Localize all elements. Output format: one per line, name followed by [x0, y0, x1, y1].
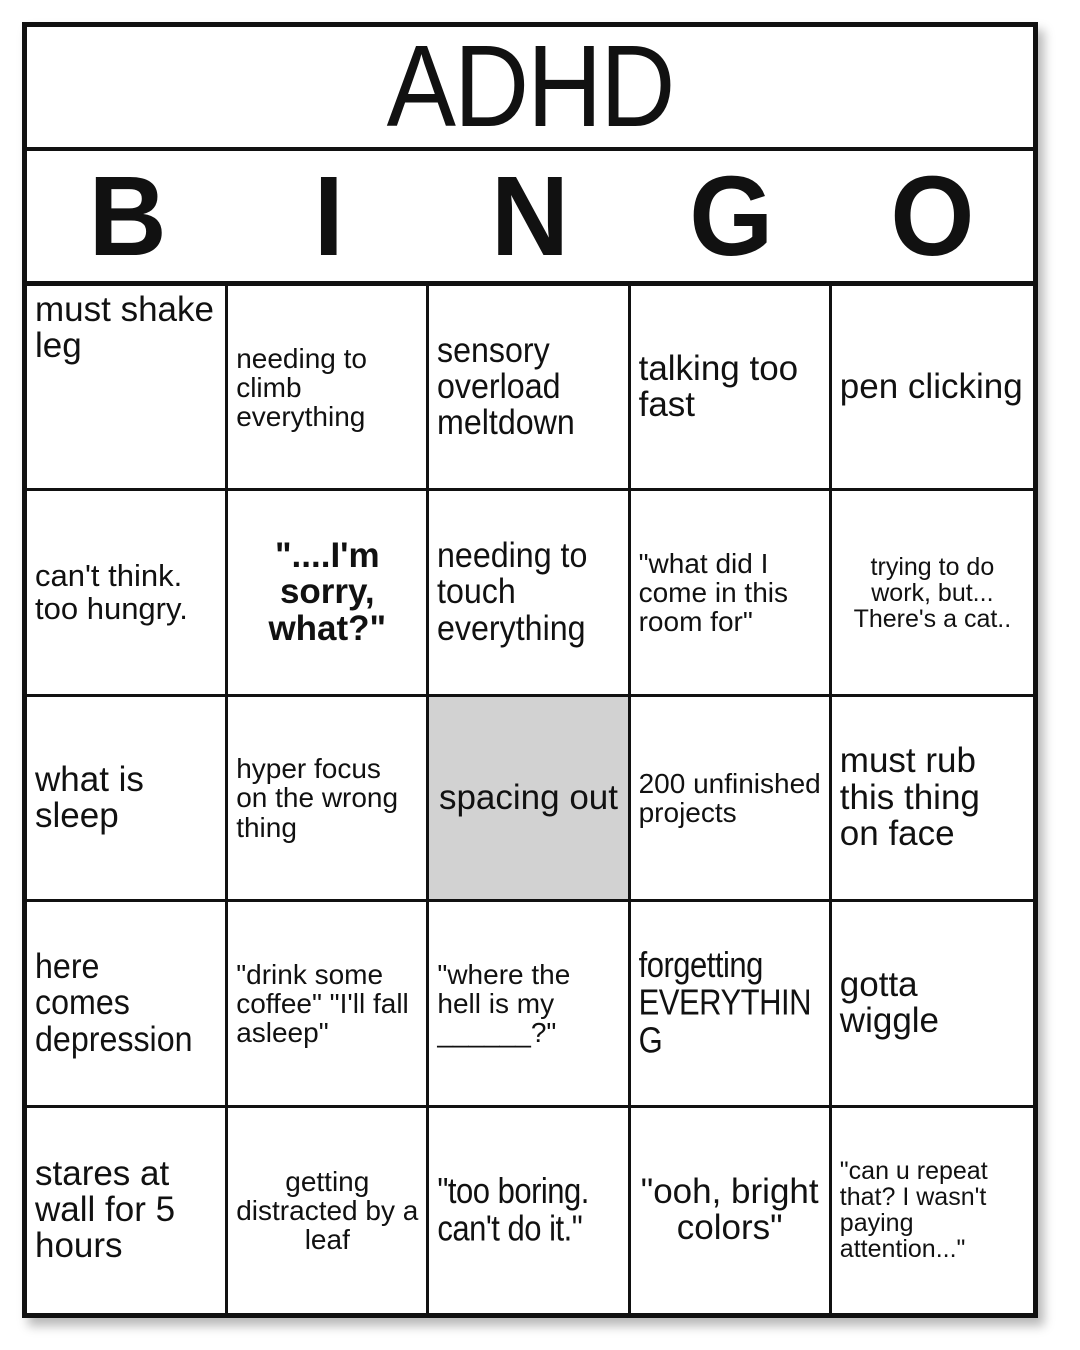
bingo-cell-text: "....I'm sorry, what?"	[268, 536, 387, 648]
bingo-cell-text: "where the hell is my ______?"	[437, 958, 571, 1048]
bingo-cell-text: sensory overload meltdown	[437, 330, 576, 443]
bingo-letter-i: I	[313, 151, 344, 279]
bingo-cell-3[interactable]	[631, 286, 832, 491]
bingo-cell-text: hyper focus on the wrong thing	[236, 753, 399, 843]
bingo-cell-text: forgetting EVERYTHING	[638, 943, 811, 1062]
bingo-letter-o: O	[890, 151, 975, 279]
bingo-cell-18[interactable]	[631, 902, 832, 1107]
bingo-cell-14[interactable]	[832, 697, 1033, 902]
bingo-header-row	[27, 151, 1033, 286]
bingo-letter-g: G	[689, 151, 774, 279]
bingo-cell-text: pen clicking	[839, 367, 1023, 406]
bingo-cell-text: 200 unfinished projects	[638, 767, 821, 828]
bingo-cell-8[interactable]	[631, 491, 832, 696]
bingo-cell-text: trying to do work, but... There's a cat..	[853, 552, 1012, 633]
bingo-cell-text: gotta wiggle	[839, 965, 940, 1041]
bingo-cell-6[interactable]	[228, 491, 429, 696]
bingo-cell-4[interactable]	[832, 286, 1033, 491]
bingo-cell-text: needing to climb everything	[236, 342, 367, 432]
card-title-row	[27, 22, 1033, 152]
bingo-cell-text: "ooh, bright colors"	[640, 1171, 819, 1248]
bingo-cell-text: must shake leg	[35, 290, 214, 366]
bingo-card	[22, 22, 1038, 1318]
bingo-cell-1[interactable]	[228, 286, 429, 491]
bingo-cell-17[interactable]	[429, 902, 630, 1107]
bingo-cell-10[interactable]	[27, 697, 228, 902]
page-title: ADHD	[386, 22, 674, 152]
bingo-cell-text: "what did I come in this room for"	[638, 547, 788, 638]
bingo-cell-16[interactable]	[228, 902, 429, 1107]
bingo-cell-text: what is sleep	[35, 759, 144, 835]
bingo-cell-20[interactable]	[27, 1108, 228, 1313]
bingo-cell-text: talking too fast	[638, 348, 799, 425]
bingo-cell-0[interactable]	[27, 286, 228, 491]
bingo-cell-13[interactable]	[631, 697, 832, 902]
bingo-letter-n: N	[490, 151, 569, 279]
bingo-cell-text: spacing out	[438, 777, 618, 817]
bingo-cell-2[interactable]	[429, 286, 630, 491]
bingo-cell-text: getting distracted by a leaf	[236, 1165, 419, 1255]
bingo-cell-text: needing to touch everything	[437, 536, 588, 648]
bingo-cell-24[interactable]	[832, 1108, 1033, 1313]
bingo-cell-text: "drink some coffee" "I'll fall asleep"	[236, 958, 409, 1048]
bingo-letter-b: B	[88, 151, 167, 279]
bingo-grid	[27, 286, 1033, 1313]
bingo-cell-text: stares at wall for 5 hours	[35, 1153, 176, 1266]
bingo-cell-19[interactable]	[832, 902, 1033, 1107]
bingo-cell-11[interactable]	[228, 697, 429, 902]
bingo-cell-text: "can u repeat that? I wasn't paying attention..."	[839, 1157, 988, 1264]
bingo-cell-text: here comes depression	[35, 946, 193, 1059]
bingo-cell-text: must rub this thing on face	[839, 741, 980, 854]
bingo-cell-9[interactable]	[832, 491, 1033, 696]
bingo-cell-21[interactable]	[228, 1108, 429, 1313]
bingo-cell-text: can't think. too hungry.	[35, 558, 188, 626]
bingo-cell-15[interactable]	[27, 902, 228, 1107]
bingo-cell-7[interactable]	[429, 491, 630, 696]
bingo-cell-23[interactable]	[631, 1108, 832, 1313]
bingo-cell-text: "too boring. can't do it."	[437, 1169, 589, 1250]
bingo-cell-22[interactable]	[429, 1108, 630, 1313]
bingo-cell-12-free-space[interactable]	[429, 697, 630, 902]
bingo-cell-5[interactable]	[27, 491, 228, 696]
